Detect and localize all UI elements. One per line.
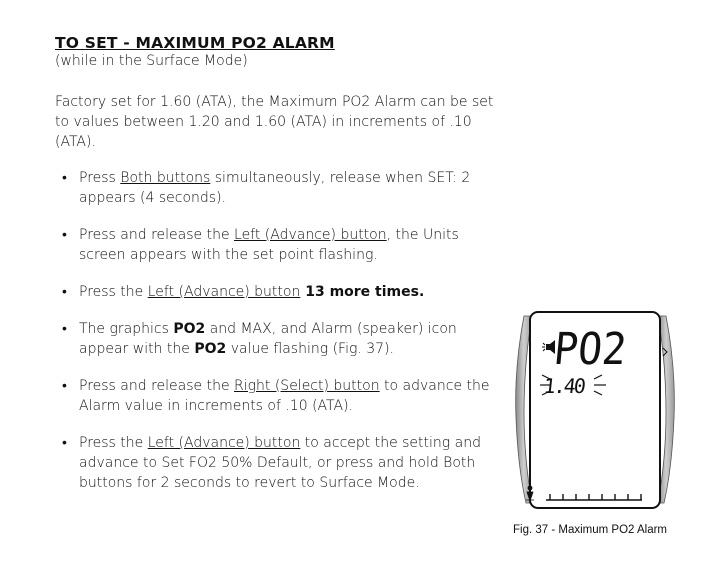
page-heading: TO SET - MAXIMUM PO2 ALARM — [55, 34, 335, 52]
bullet-icon: • — [62, 321, 67, 337]
left-advance-button-link: Left (Advance) button — [234, 227, 387, 243]
left-advance-button-link: Left (Advance) button — [147, 284, 301, 300]
list-item: • Press and release the Left (Advance) button, the Units screen appears with the set point flashing. — [62, 227, 459, 263]
list-item: • Press the Left (Advance) button 13 more times. — [62, 284, 425, 300]
list-item: • Press the Left (Advance) button to accept the setting and advance to Set FO2 50% Default, or press and hold Both buttons for 2 seconds to revert to Surface Mode. — [62, 435, 481, 491]
instruction-list — [55, 168, 495, 510]
left-advance-button-link: Left (Advance) button — [147, 435, 301, 451]
intro-paragraph: Factory set for 1.60 (ATA), the Maximum PO2 Alarm can be set to values between 1.20 and 1.60 (ATA) in increments of .10 (ATA). — [55, 94, 494, 150]
right-select-button-link: Right (Select) button — [234, 378, 380, 394]
bullet-icon: • — [62, 378, 67, 394]
both-buttons-link: Both buttons — [120, 170, 211, 186]
figure-caption: Fig. 37 - Maximum PO2 Alarm — [513, 524, 668, 536]
page-subheading: (while in the Surface Mode) — [55, 53, 248, 69]
list-item: • The graphics PO2 and MAX, and Alarm (speaker) icon appear with the PO2 value flashing (Fig. 37). — [62, 321, 457, 357]
bullet-icon: • — [62, 227, 67, 243]
bullet-icon: • — [62, 170, 67, 186]
bullet-icon: • — [62, 435, 67, 451]
list-item: • Press and release the Right (Select) button to advance the Alarm value in increments of .10 (ATA). — [62, 378, 490, 414]
bullet-icon: • — [62, 284, 67, 300]
list-item: • Press Both buttons simultaneously, release when SET: 2 appears (4 seconds). — [62, 170, 471, 206]
po2-display: PO2 — [551, 323, 629, 375]
dive-computer-figure — [510, 308, 680, 518]
po2-value-display: 1.40 — [542, 374, 586, 398]
